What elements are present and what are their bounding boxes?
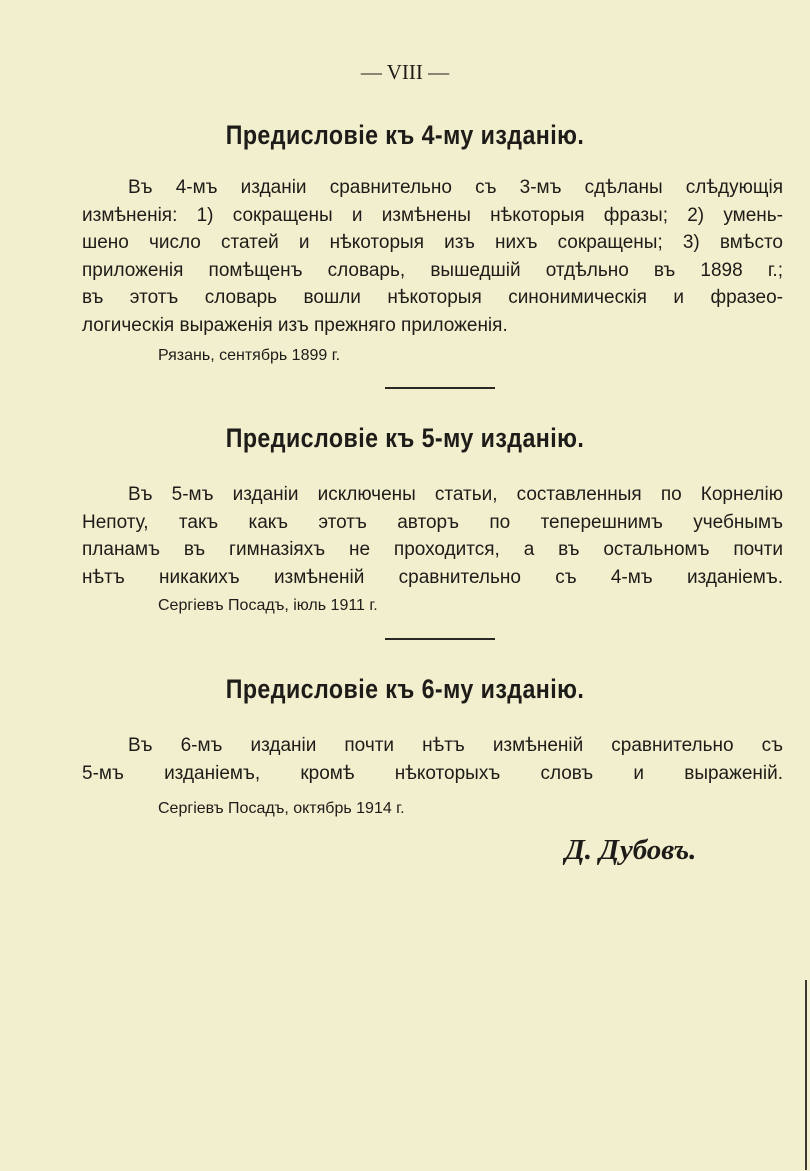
page-edge (805, 980, 807, 1170)
text-line: нѣтъ никакихъ измѣненій сравнительно съ 4-мъ изданіемъ. (82, 566, 783, 588)
author-signature: Д. Дубовъ. (565, 834, 697, 866)
section-paragraph-6th-edition (82, 732, 783, 787)
text-line: шено число статей и нѣкоторыя изъ нихъ сокращены; 3) вмѣсто (82, 232, 783, 253)
text-line: 5-мъ изданіемъ, кромѣ нѣкоторыхъ словъ и выраженій. (82, 762, 783, 784)
section-heading-4th-edition: Предисловіе къ 4-му изданію. (225, 120, 585, 150)
text-line: Въ 6-мъ изданіи почти нѣтъ измѣненій сравнительно съ (128, 735, 783, 756)
text-line: логическія выраженія изъ прежняго приложенія. (82, 314, 508, 336)
section-paragraph-4th-edition (82, 174, 783, 339)
section-heading-5th-edition: Предисловіе къ 5-му изданію. (225, 423, 585, 453)
section-date: Сергіевъ Посадъ, октябрь 1914 г. (158, 800, 405, 817)
divider (385, 638, 495, 640)
text-line: въ этотъ словарь вошли нѣкоторыя синонимическія и фразео- (82, 287, 783, 308)
page-number: — VIII — (360, 60, 450, 84)
text-line: Непоту, такъ какъ этотъ авторъ по теперешнимъ учебнымъ (82, 511, 783, 533)
section-date: Сергіевъ Посадъ, іюль 1911 г. (158, 597, 378, 614)
text-line: приложенія помѣщенъ словарь, вышедшій отдѣльно въ 1898 г.; (82, 259, 783, 281)
section-paragraph-5th-edition (82, 481, 783, 591)
section-heading-6th-edition: Предисловіе къ 6-му изданію. (225, 674, 585, 704)
text-line: Въ 5-мъ изданіи исключены статьи, составленныя по Корнелію (128, 484, 783, 505)
text-line: Въ 4-мъ изданіи сравнительно съ 3-мъ сдѣланы слѣдующія (128, 177, 783, 198)
text-line: измѣненія: 1) сокращены и измѣнены нѣкоторыя фразы; 2) умень- (82, 204, 783, 226)
divider (385, 387, 495, 389)
text-line: планамъ въ гимназіяхъ не проходится, а въ остальномъ почти (82, 539, 783, 560)
section-date: Рязань, сентябрь 1899 г. (158, 347, 341, 364)
